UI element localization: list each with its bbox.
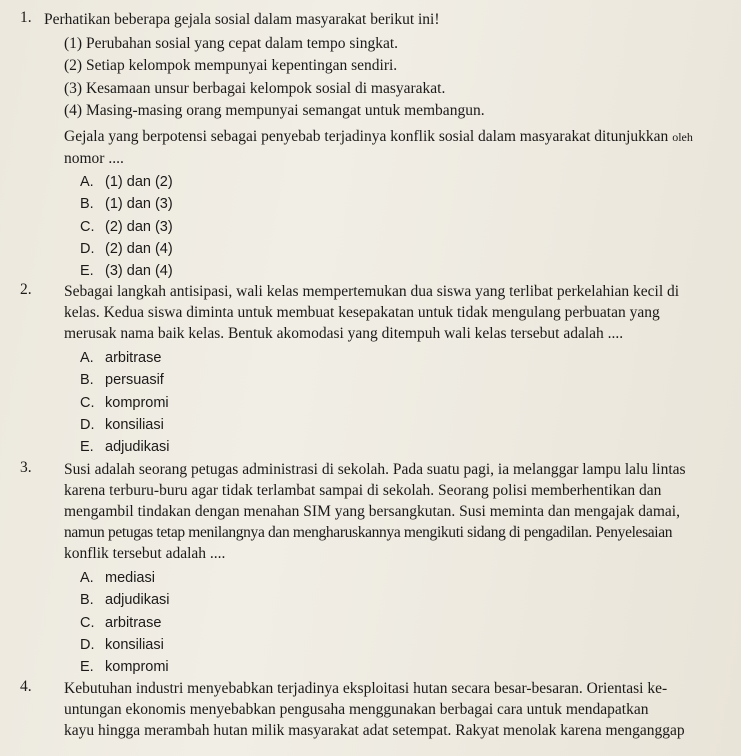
stem-line: merusak nama baik kelas. Bentuk akomodasi yang ditempuh wali kelas tersebut adalah .... [64, 325, 624, 342]
answer-option-e: E. (3) dan (4) [80, 263, 173, 280]
stem-line: karena terburu-buru agar tidak terlambat sampai di sekolah. Seorang polisi memberhentikan dan [64, 482, 662, 499]
question-prompt-line2: nomor .... [64, 150, 124, 168]
answer-option-e: E. adjudikasi [80, 439, 170, 456]
stem-line: kelas. Kedua siswa diminta untuk membuat kesepakatan untuk tidak mengulang perbuatan yang [64, 304, 660, 321]
answer-option-c: C. arbitrase [80, 614, 162, 631]
question-stem [64, 459, 732, 564]
answer-option-d: D. konsiliasi [80, 416, 164, 433]
answer-option-a: A. mediasi [80, 570, 155, 586]
stem-line: konflik tersebut adalah .... [64, 545, 226, 562]
question-number: 1. [20, 9, 32, 26]
statement-item: (1) Perubahan sosial yang cepat dalam tempo singkat. [64, 35, 399, 52]
statement-item: (3) Kesamaan unsur berbagai kelompok sosial di masyarakat. [64, 79, 446, 97]
stem-line: mengambil tindakan dengan menahan SIM yang bersangkutan. Susi meminta dan mengajak damai, [64, 503, 680, 520]
answer-option-b: B. (1) dan (3) [80, 196, 173, 213]
question-prompt-line: Gejala yang berpotensi sebagai penyebab terjadinya konflik sosial dalam masyarakat ditunjukkan [64, 128, 669, 146]
stem-line: untungan ekonomis menyebabkan pengusaha menggunakan berbagai cara untuk mendapatkan [64, 701, 649, 718]
statement-item: (4) Masing-masing orang mempunyai semangat untuk membangun. [64, 101, 485, 119]
answer-option-b: B. adjudikasi [80, 592, 170, 609]
stem-line: Susi adalah seorang petugas administrasi di sekolah. Pada suatu pagi, ia melanggar lampu lalu lintas [64, 461, 686, 478]
question-intro: Perhatikan beberapa gejala sosial dalam masyarakat berikut ini! [44, 11, 440, 28]
answer-option-b: B. persuasif [80, 372, 164, 389]
answer-option-c: C. (2) dan (3) [80, 218, 173, 235]
question-stem [64, 678, 732, 741]
question-prompt-tail: oleh [672, 130, 693, 145]
stem-line: namun petugas tetap menilangnya dan mengharuskannya mengikuti sidang di pengadilan. Penyelesaian [64, 524, 673, 541]
question-3 [20, 459, 732, 678]
answer-option-a: A. (1) dan (2) [80, 174, 173, 191]
answer-option-c: C. kompromi [80, 394, 169, 411]
question-number: 4. [20, 678, 32, 695]
answer-option-d: D. konsiliasi [80, 636, 164, 653]
answer-options [80, 171, 732, 282]
statement-list [64, 33, 732, 122]
question-prompt [64, 126, 732, 148]
answer-option-a: A. arbitrase [80, 350, 162, 366]
answer-options [80, 347, 732, 458]
question-2 [20, 281, 732, 458]
question-4 [20, 678, 732, 741]
answer-option-d: D. (2) dan (4) [80, 241, 173, 258]
answer-options [80, 567, 732, 678]
statement-item: (2) Setiap kelompok mempunyai kepentingan sendiri. [64, 57, 398, 75]
question-stem [64, 281, 732, 344]
question-1 [20, 9, 732, 283]
stem-line: kayu hingga merambah hutan milik masyarakat adat setempat. Rakyat menolak karena menganggap [64, 722, 685, 739]
question-number: 3. [20, 459, 32, 476]
answer-option-e: E. kompromi [80, 659, 169, 676]
question-number: 2. [20, 281, 32, 298]
stem-line: Sebagai langkah antisipasi, wali kelas mempertemukan dua siswa yang terlibat perkelahian kecil di [64, 283, 680, 300]
stem-line: Kebutuhan industri menyebabkan terjadinya eksploitasi hutan secara besar-besaran. Orientasi ke- [64, 680, 668, 697]
